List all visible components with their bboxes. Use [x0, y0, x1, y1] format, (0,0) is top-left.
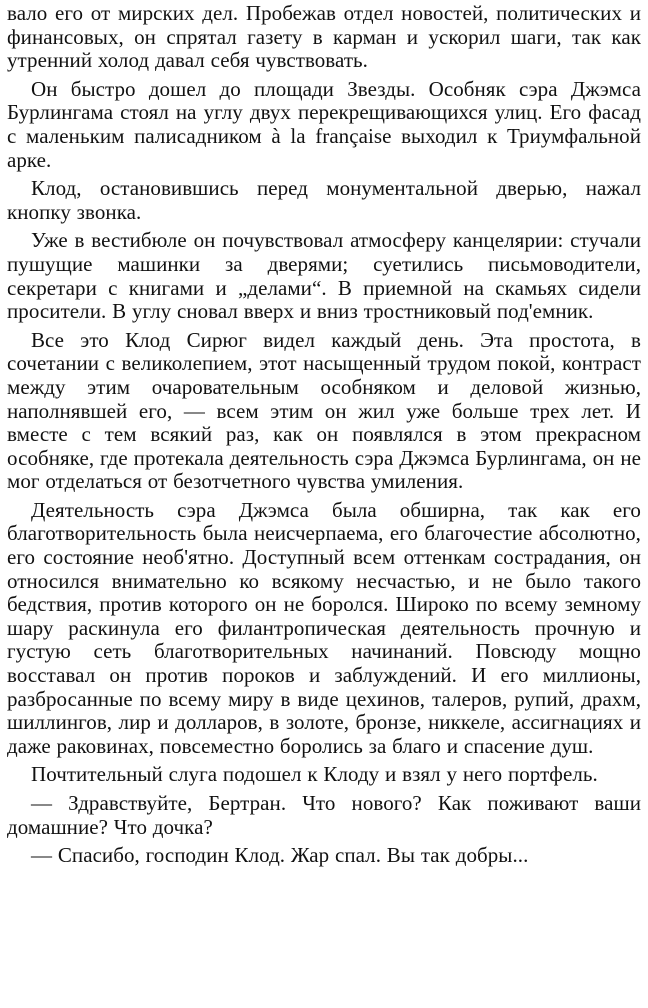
dialogue-reply: — Спасибо, господин Клод. Жар спал. Вы так добры... [31, 843, 529, 868]
paragraph-star-square: Он быстро дошел до площади Звезды. Особняк сэра Джэмса Бурлингама стоял на углу двух перекрещивающихся улиц. Его фасад с маленьким палисадником à la française выходил к Триумфальной арке. [7, 76, 641, 172]
dialogue-greeting: — Здравствуйте, Бертран. Что нового? Как поживают ваши домашние? Что дочка? [7, 791, 641, 839]
paragraph-continuation: вало его от мирских дел. Пробежав отдел новостей, политических и финансовых, он спрятал газету в карман и ускорил шаги, так как утренний холод давал себя чувствовать. [7, 1, 641, 73]
paragraph-philanthropy: Деятельность сэра Джэмса была обширна, так как его благотворительность была неисчерпаема, его благочестие абсолютно, его состояние необ'ятно. Доступный всем оттенкам сострадания, он относился внимательно ко всякому несчастью, и не было такого бедствия, против которого он не боролся. Широко по всему земному шару раскинула его филантропическая деятельность прочную и густую сеть благотворительных начинаний. Повсюду мощно восставал он против пороков и заблуждений. И его миллионы, разбросанные по всему миру в виде цехинов, талеров, рупий, драхм, шиллингов, лир и долларов, в золоте, бронзе, никкеле, ассигнациях и даже раковинах, повсеместно боролись за благо и спасение душ. [7, 497, 641, 758]
paragraph-doorbell: Клод, остановившись перед монументальной дверью, нажал кнопку звонка. [7, 176, 641, 224]
paragraph-servant: Почтительный слуга подошел к Клоду и взял у него портфель. [31, 762, 598, 787]
paragraph-vestibule: Уже в вестибюле он почувствовал атмосферу канцелярии: стучали пушущие машинки за дверями; суетились письмоводители, секретари с книгами и „делами“. В приемной на скамьях сидели просители. В углу сновал вверх и вниз тростниковый под'емник. [7, 228, 641, 324]
paragraph-everyday: Все это Клод Сирюг видел каждый день. Эта простота, в сочетании с великолепием, этот насыщенный трудом покой, контраст между этим очаровательным особняком и деловой жизнью, наполнявшей его, — всем этим он жил уже больше трех лет. И вместе с тем всякий раз, как он появлялся в этом прекрасном особняке, где протекала деятельность сэра Джэмса Бурлингама, он не мог отделаться от безотчетного чувства умиления. [7, 327, 641, 494]
